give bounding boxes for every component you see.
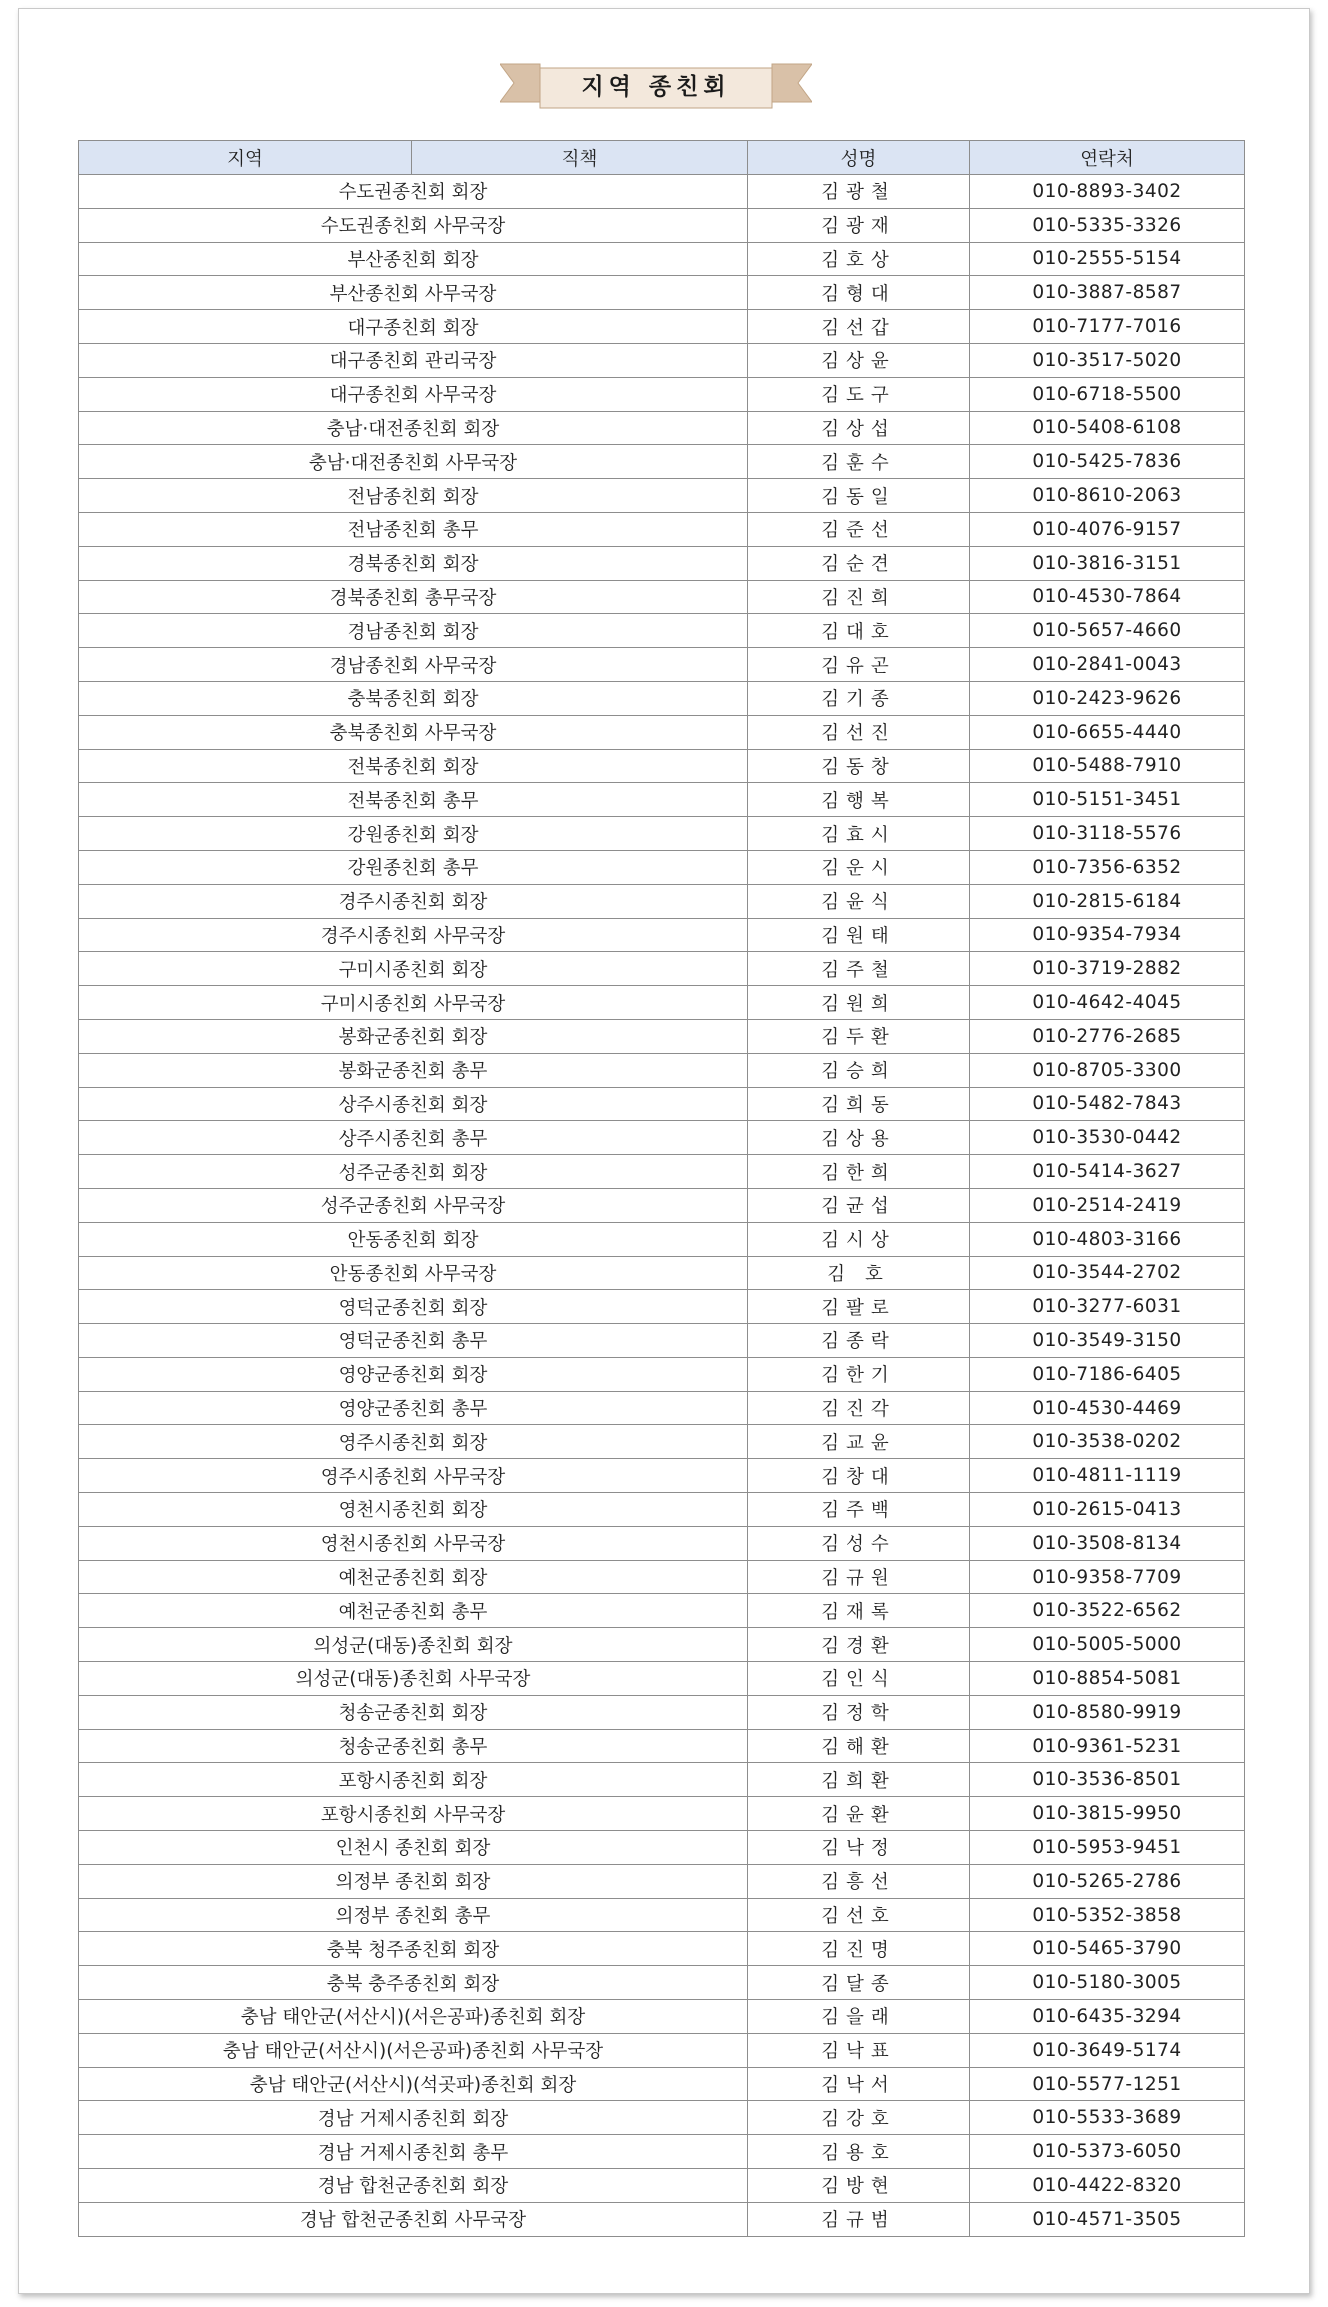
cell-phone: 010-6718-5500 [970, 377, 1245, 411]
table-row [79, 2202, 1245, 2236]
table-row [79, 918, 1245, 952]
cell-phone: 010-4811-1119 [970, 1459, 1245, 1493]
cell-position: 성주군종친회 회장 [79, 1155, 748, 1189]
cell-name: 김광재 [748, 208, 970, 242]
table-row [79, 310, 1245, 344]
cell-phone: 010-2615-0413 [970, 1493, 1245, 1527]
cell-phone: 010-4422-8320 [970, 2169, 1245, 2203]
cell-position: 강원종친회 총무 [79, 850, 748, 884]
cell-name: 김성수 [748, 1526, 970, 1560]
cell-position: 대구종친회 회장 [79, 310, 748, 344]
cell-position: 영천시종친회 회장 [79, 1493, 748, 1527]
cell-phone: 010-3816-3151 [970, 546, 1245, 580]
cell-phone: 010-8893-3402 [970, 175, 1245, 209]
cell-name: 김을래 [748, 2000, 970, 2034]
table-row [79, 276, 1245, 310]
cell-phone: 010-3277-6031 [970, 1290, 1245, 1324]
table-row [79, 1662, 1245, 1696]
table-row [79, 1763, 1245, 1797]
table-body [79, 175, 1245, 2237]
cell-name: 김주백 [748, 1493, 970, 1527]
cell-phone: 010-3517-5020 [970, 343, 1245, 377]
cell-position: 전남종친회 총무 [79, 512, 748, 546]
cell-phone: 010-5151-3451 [970, 783, 1245, 817]
cell-phone: 010-5465-3790 [970, 1932, 1245, 1966]
cell-phone: 010-5414-3627 [970, 1155, 1245, 1189]
cell-position: 부산종친회 회장 [79, 242, 748, 276]
cell-position: 영덕군종친회 회장 [79, 1290, 748, 1324]
cell-position: 대구종친회 관리국장 [79, 343, 748, 377]
cell-position: 영천시종친회 사무국장 [79, 1526, 748, 1560]
table-row [79, 783, 1245, 817]
cell-name: 김종락 [748, 1324, 970, 1358]
table-row [79, 2135, 1245, 2169]
cell-phone: 010-9358-7709 [970, 1560, 1245, 1594]
table-row [79, 1121, 1245, 1155]
cell-name: 김효시 [748, 817, 970, 851]
cell-name: 김상용 [748, 1121, 970, 1155]
cell-phone: 010-5265-2786 [970, 1864, 1245, 1898]
cell-phone: 010-8854-5081 [970, 1662, 1245, 1696]
cell-name: 김규범 [748, 2202, 970, 2236]
cell-name: 김재록 [748, 1594, 970, 1628]
cell-position: 충북 청주종친회 회장 [79, 1932, 748, 1966]
cell-name: 김선호 [748, 1898, 970, 1932]
cell-position: 영양군종친회 총무 [79, 1391, 748, 1425]
cell-phone: 010-5005-5000 [970, 1628, 1245, 1662]
cell-position: 포항시종친회 회장 [79, 1763, 748, 1797]
cell-name: 김방현 [748, 2169, 970, 2203]
cell-position: 전남종친회 회장 [79, 479, 748, 513]
cell-position: 대구종친회 사무국장 [79, 377, 748, 411]
cell-phone: 010-4642-4045 [970, 986, 1245, 1020]
cell-phone: 010-3538-0202 [970, 1425, 1245, 1459]
contact-table [78, 140, 1245, 2237]
cell-position: 경주시종친회 사무국장 [79, 918, 748, 952]
cell-phone: 010-7186-6405 [970, 1357, 1245, 1391]
cell-phone: 010-5373-6050 [970, 2135, 1245, 2169]
cell-position: 경남 합천군종친회 사무국장 [79, 2202, 748, 2236]
table-row [79, 1324, 1245, 1358]
table-row [79, 512, 1245, 546]
cell-name: 김선갑 [748, 310, 970, 344]
cell-name: 김도구 [748, 377, 970, 411]
table-row [79, 2067, 1245, 2101]
cell-name: 김규원 [748, 1560, 970, 1594]
table-row [79, 1898, 1245, 1932]
cell-phone: 010-5335-3326 [970, 208, 1245, 242]
cell-phone: 010-3544-2702 [970, 1256, 1245, 1290]
cell-name: 김운시 [748, 850, 970, 884]
cell-name: 김상윤 [748, 343, 970, 377]
cell-name: 김기종 [748, 681, 970, 715]
table-row [79, 1695, 1245, 1729]
cell-phone: 010-5533-3689 [970, 2101, 1245, 2135]
cell-name: 김균섭 [748, 1188, 970, 1222]
cell-position: 경북종친회 회장 [79, 546, 748, 580]
header-name: 성명 [748, 141, 970, 175]
cell-phone: 010-5408-6108 [970, 411, 1245, 445]
title-ribbon [500, 62, 812, 118]
cell-position: 부산종친회 사무국장 [79, 276, 748, 310]
table-row [79, 986, 1245, 1020]
cell-position: 수도권종친회 회장 [79, 175, 748, 209]
cell-phone: 010-4530-7864 [970, 580, 1245, 614]
cell-position: 경남종친회 회장 [79, 614, 748, 648]
table-row [79, 1797, 1245, 1831]
cell-phone: 010-9354-7934 [970, 918, 1245, 952]
cell-phone: 010-9361-5231 [970, 1729, 1245, 1763]
header-region: 지역 [79, 141, 412, 175]
table-row [79, 1628, 1245, 1662]
cell-position: 인천시 종친회 회장 [79, 1831, 748, 1865]
cell-position: 영주시종친회 사무국장 [79, 1459, 748, 1493]
cell-name: 김강호 [748, 2101, 970, 2135]
table-row [79, 1560, 1245, 1594]
table-row [79, 1391, 1245, 1425]
table-row [79, 411, 1245, 445]
table-row [79, 1966, 1245, 2000]
cell-name: 김시상 [748, 1222, 970, 1256]
cell-phone: 010-3649-5174 [970, 2033, 1245, 2067]
cell-phone: 010-2555-5154 [970, 242, 1245, 276]
cell-name: 김교윤 [748, 1425, 970, 1459]
table-row [79, 580, 1245, 614]
cell-phone: 010-3508-8134 [970, 1526, 1245, 1560]
table-row [79, 242, 1245, 276]
table-row [79, 2000, 1245, 2034]
cell-phone: 010-8610-2063 [970, 479, 1245, 513]
cell-position: 청송군종친회 회장 [79, 1695, 748, 1729]
cell-position: 구미시종친회 사무국장 [79, 986, 748, 1020]
cell-phone: 010-5180-3005 [970, 1966, 1245, 2000]
cell-phone: 010-4530-4469 [970, 1391, 1245, 1425]
cell-phone: 010-5953-9451 [970, 1831, 1245, 1865]
cell-name: 김달종 [748, 1966, 970, 2000]
cell-position: 경남 합천군종친회 회장 [79, 2169, 748, 2203]
cell-phone: 010-5425-7836 [970, 445, 1245, 479]
cell-position: 안동종친회 사무국장 [79, 1256, 748, 1290]
table-row [79, 1594, 1245, 1628]
cell-phone: 010-6435-3294 [970, 2000, 1245, 2034]
cell-phone: 010-3522-6562 [970, 1594, 1245, 1628]
table-row [79, 1222, 1245, 1256]
cell-phone: 010-4076-9157 [970, 512, 1245, 546]
cell-name: 김희동 [748, 1087, 970, 1121]
table-row [79, 1188, 1245, 1222]
table-row [79, 1459, 1245, 1493]
cell-name: 김낙정 [748, 1831, 970, 1865]
cell-position: 충남 태안군(서산시)(석곳파)종친회 회장 [79, 2067, 748, 2101]
cell-phone: 010-4571-3505 [970, 2202, 1245, 2236]
table-row [79, 1087, 1245, 1121]
cell-position: 상주시종친회 총무 [79, 1121, 748, 1155]
cell-position: 예천군종친회 회장 [79, 1560, 748, 1594]
cell-phone: 010-2815-6184 [970, 884, 1245, 918]
table-row [79, 1053, 1245, 1087]
cell-phone: 010-7177-7016 [970, 310, 1245, 344]
table-row [79, 1019, 1245, 1053]
table-row [79, 343, 1245, 377]
table-row [79, 749, 1245, 783]
cell-name: 김주철 [748, 952, 970, 986]
cell-name: 김한기 [748, 1357, 970, 1391]
cell-position: 의성군(대동)종친회 사무국장 [79, 1662, 748, 1696]
cell-position: 포항시종친회 사무국장 [79, 1797, 748, 1831]
cell-position: 봉화군종친회 회장 [79, 1019, 748, 1053]
table-row [79, 1493, 1245, 1527]
cell-position: 경북종친회 총무국장 [79, 580, 748, 614]
cell-position: 예천군종친회 총무 [79, 1594, 748, 1628]
table-row [79, 681, 1245, 715]
table-row [79, 1256, 1245, 1290]
cell-phone: 010-3887-8587 [970, 276, 1245, 310]
cell-position: 성주군종친회 사무국장 [79, 1188, 748, 1222]
cell-position: 충북 충주종친회 회장 [79, 1966, 748, 2000]
cell-position: 경남 거제시종친회 회장 [79, 2101, 748, 2135]
cell-position: 경남종친회 사무국장 [79, 648, 748, 682]
table-row [79, 1864, 1245, 1898]
cell-phone: 010-4803-3166 [970, 1222, 1245, 1256]
table-row [79, 1526, 1245, 1560]
cell-name: 김승희 [748, 1053, 970, 1087]
cell-phone: 010-5488-7910 [970, 749, 1245, 783]
table-row [79, 952, 1245, 986]
table-row [79, 1831, 1245, 1865]
cell-phone: 010-3118-5576 [970, 817, 1245, 851]
cell-position: 전북종친회 총무 [79, 783, 748, 817]
cell-name: 김순견 [748, 546, 970, 580]
cell-phone: 010-3536-8501 [970, 1763, 1245, 1797]
cell-position: 충남·대전종친회 사무국장 [79, 445, 748, 479]
cell-phone: 010-3530-0442 [970, 1121, 1245, 1155]
cell-phone: 010-2514-2419 [970, 1188, 1245, 1222]
cell-name: 김대호 [748, 614, 970, 648]
table-header-row [79, 141, 1245, 175]
cell-name: 김흥선 [748, 1864, 970, 1898]
cell-name: 김광철 [748, 175, 970, 209]
cell-phone: 010-8705-3300 [970, 1053, 1245, 1087]
cell-position: 경주시종친회 회장 [79, 884, 748, 918]
cell-name: 김호상 [748, 242, 970, 276]
table-row [79, 1729, 1245, 1763]
cell-phone: 010-5352-3858 [970, 1898, 1245, 1932]
table-row [79, 2169, 1245, 2203]
cell-name: 김두환 [748, 1019, 970, 1053]
cell-name: 김팔로 [748, 1290, 970, 1324]
table-row [79, 648, 1245, 682]
header-contact: 연락처 [970, 141, 1245, 175]
table-row [79, 546, 1245, 580]
cell-name: 김행복 [748, 783, 970, 817]
cell-name: 김진희 [748, 580, 970, 614]
cell-position: 수도권종친회 사무국장 [79, 208, 748, 242]
cell-phone: 010-5577-1251 [970, 2067, 1245, 2101]
cell-name: 김윤식 [748, 884, 970, 918]
table-row [79, 1357, 1245, 1391]
cell-position: 영양군종친회 회장 [79, 1357, 748, 1391]
cell-name: 김준선 [748, 512, 970, 546]
cell-position: 청송군종친회 총무 [79, 1729, 748, 1763]
cell-phone: 010-3549-3150 [970, 1324, 1245, 1358]
table-row [79, 2033, 1245, 2067]
page-title: 지역 종친회 [581, 74, 731, 100]
cell-phone: 010-8580-9919 [970, 1695, 1245, 1729]
cell-name: 김진각 [748, 1391, 970, 1425]
cell-position: 안동종친회 회장 [79, 1222, 748, 1256]
cell-name: 김상섭 [748, 411, 970, 445]
table-row [79, 884, 1245, 918]
table-row [79, 715, 1245, 749]
cell-position: 전북종친회 회장 [79, 749, 748, 783]
cell-name: 김동창 [748, 749, 970, 783]
cell-name: 김용호 [748, 2135, 970, 2169]
table-row [79, 208, 1245, 242]
cell-position: 봉화군종친회 총무 [79, 1053, 748, 1087]
cell-name: 김선진 [748, 715, 970, 749]
cell-name: 김해환 [748, 1729, 970, 1763]
cell-phone: 010-3719-2882 [970, 952, 1245, 986]
cell-name: 김인식 [748, 1662, 970, 1696]
cell-position: 충남 태안군(서산시)(서은공파)종친회 사무국장 [79, 2033, 748, 2067]
table-row [79, 2101, 1245, 2135]
cell-position: 영주시종친회 회장 [79, 1425, 748, 1459]
cell-position: 영덕군종친회 총무 [79, 1324, 748, 1358]
table-row [79, 1290, 1245, 1324]
cell-name: 김낙서 [748, 2067, 970, 2101]
cell-position: 의정부 종친회 회장 [79, 1864, 748, 1898]
cell-name: 김진명 [748, 1932, 970, 1966]
cell-name: 김정학 [748, 1695, 970, 1729]
cell-position: 충남·대전종친회 회장 [79, 411, 748, 445]
cell-name: 김한희 [748, 1155, 970, 1189]
table-row [79, 817, 1245, 851]
cell-position: 강원종친회 회장 [79, 817, 748, 851]
cell-phone: 010-2776-2685 [970, 1019, 1245, 1053]
table-row [79, 1425, 1245, 1459]
cell-phone: 010-6655-4440 [970, 715, 1245, 749]
cell-phone: 010-3815-9950 [970, 1797, 1245, 1831]
cell-position: 구미시종친회 회장 [79, 952, 748, 986]
cell-position: 의성군(대동)종친회 회장 [79, 1628, 748, 1662]
cell-name: 김윤환 [748, 1797, 970, 1831]
cell-position: 충북종친회 회장 [79, 681, 748, 715]
cell-position: 충북종친회 사무국장 [79, 715, 748, 749]
cell-name: 김낙표 [748, 2033, 970, 2067]
table-row [79, 445, 1245, 479]
table-row [79, 1155, 1245, 1189]
cell-phone: 010-7356-6352 [970, 850, 1245, 884]
table-row [79, 377, 1245, 411]
cell-name: 김 호 [748, 1256, 970, 1290]
header-position: 직책 [412, 141, 748, 175]
cell-name: 김원희 [748, 986, 970, 1020]
cell-name: 김형대 [748, 276, 970, 310]
cell-phone: 010-2841-0043 [970, 648, 1245, 682]
cell-name: 김유곤 [748, 648, 970, 682]
cell-name: 김경환 [748, 1628, 970, 1662]
cell-position: 경남 거제시종친회 총무 [79, 2135, 748, 2169]
table-row [79, 479, 1245, 513]
table-row [79, 614, 1245, 648]
cell-position: 의정부 종친회 총무 [79, 1898, 748, 1932]
cell-name: 김원태 [748, 918, 970, 952]
cell-name: 김창대 [748, 1459, 970, 1493]
cell-name: 김희환 [748, 1763, 970, 1797]
cell-phone: 010-2423-9626 [970, 681, 1245, 715]
cell-phone: 010-5657-4660 [970, 614, 1245, 648]
cell-position: 충남 태안군(서산시)(서은공파)종친회 회장 [79, 2000, 748, 2034]
table-row [79, 1932, 1245, 1966]
cell-position: 상주시종친회 회장 [79, 1087, 748, 1121]
cell-name: 김동일 [748, 479, 970, 513]
table-row [79, 175, 1245, 209]
table-row [79, 850, 1245, 884]
cell-name: 김훈수 [748, 445, 970, 479]
cell-phone: 010-5482-7843 [970, 1087, 1245, 1121]
